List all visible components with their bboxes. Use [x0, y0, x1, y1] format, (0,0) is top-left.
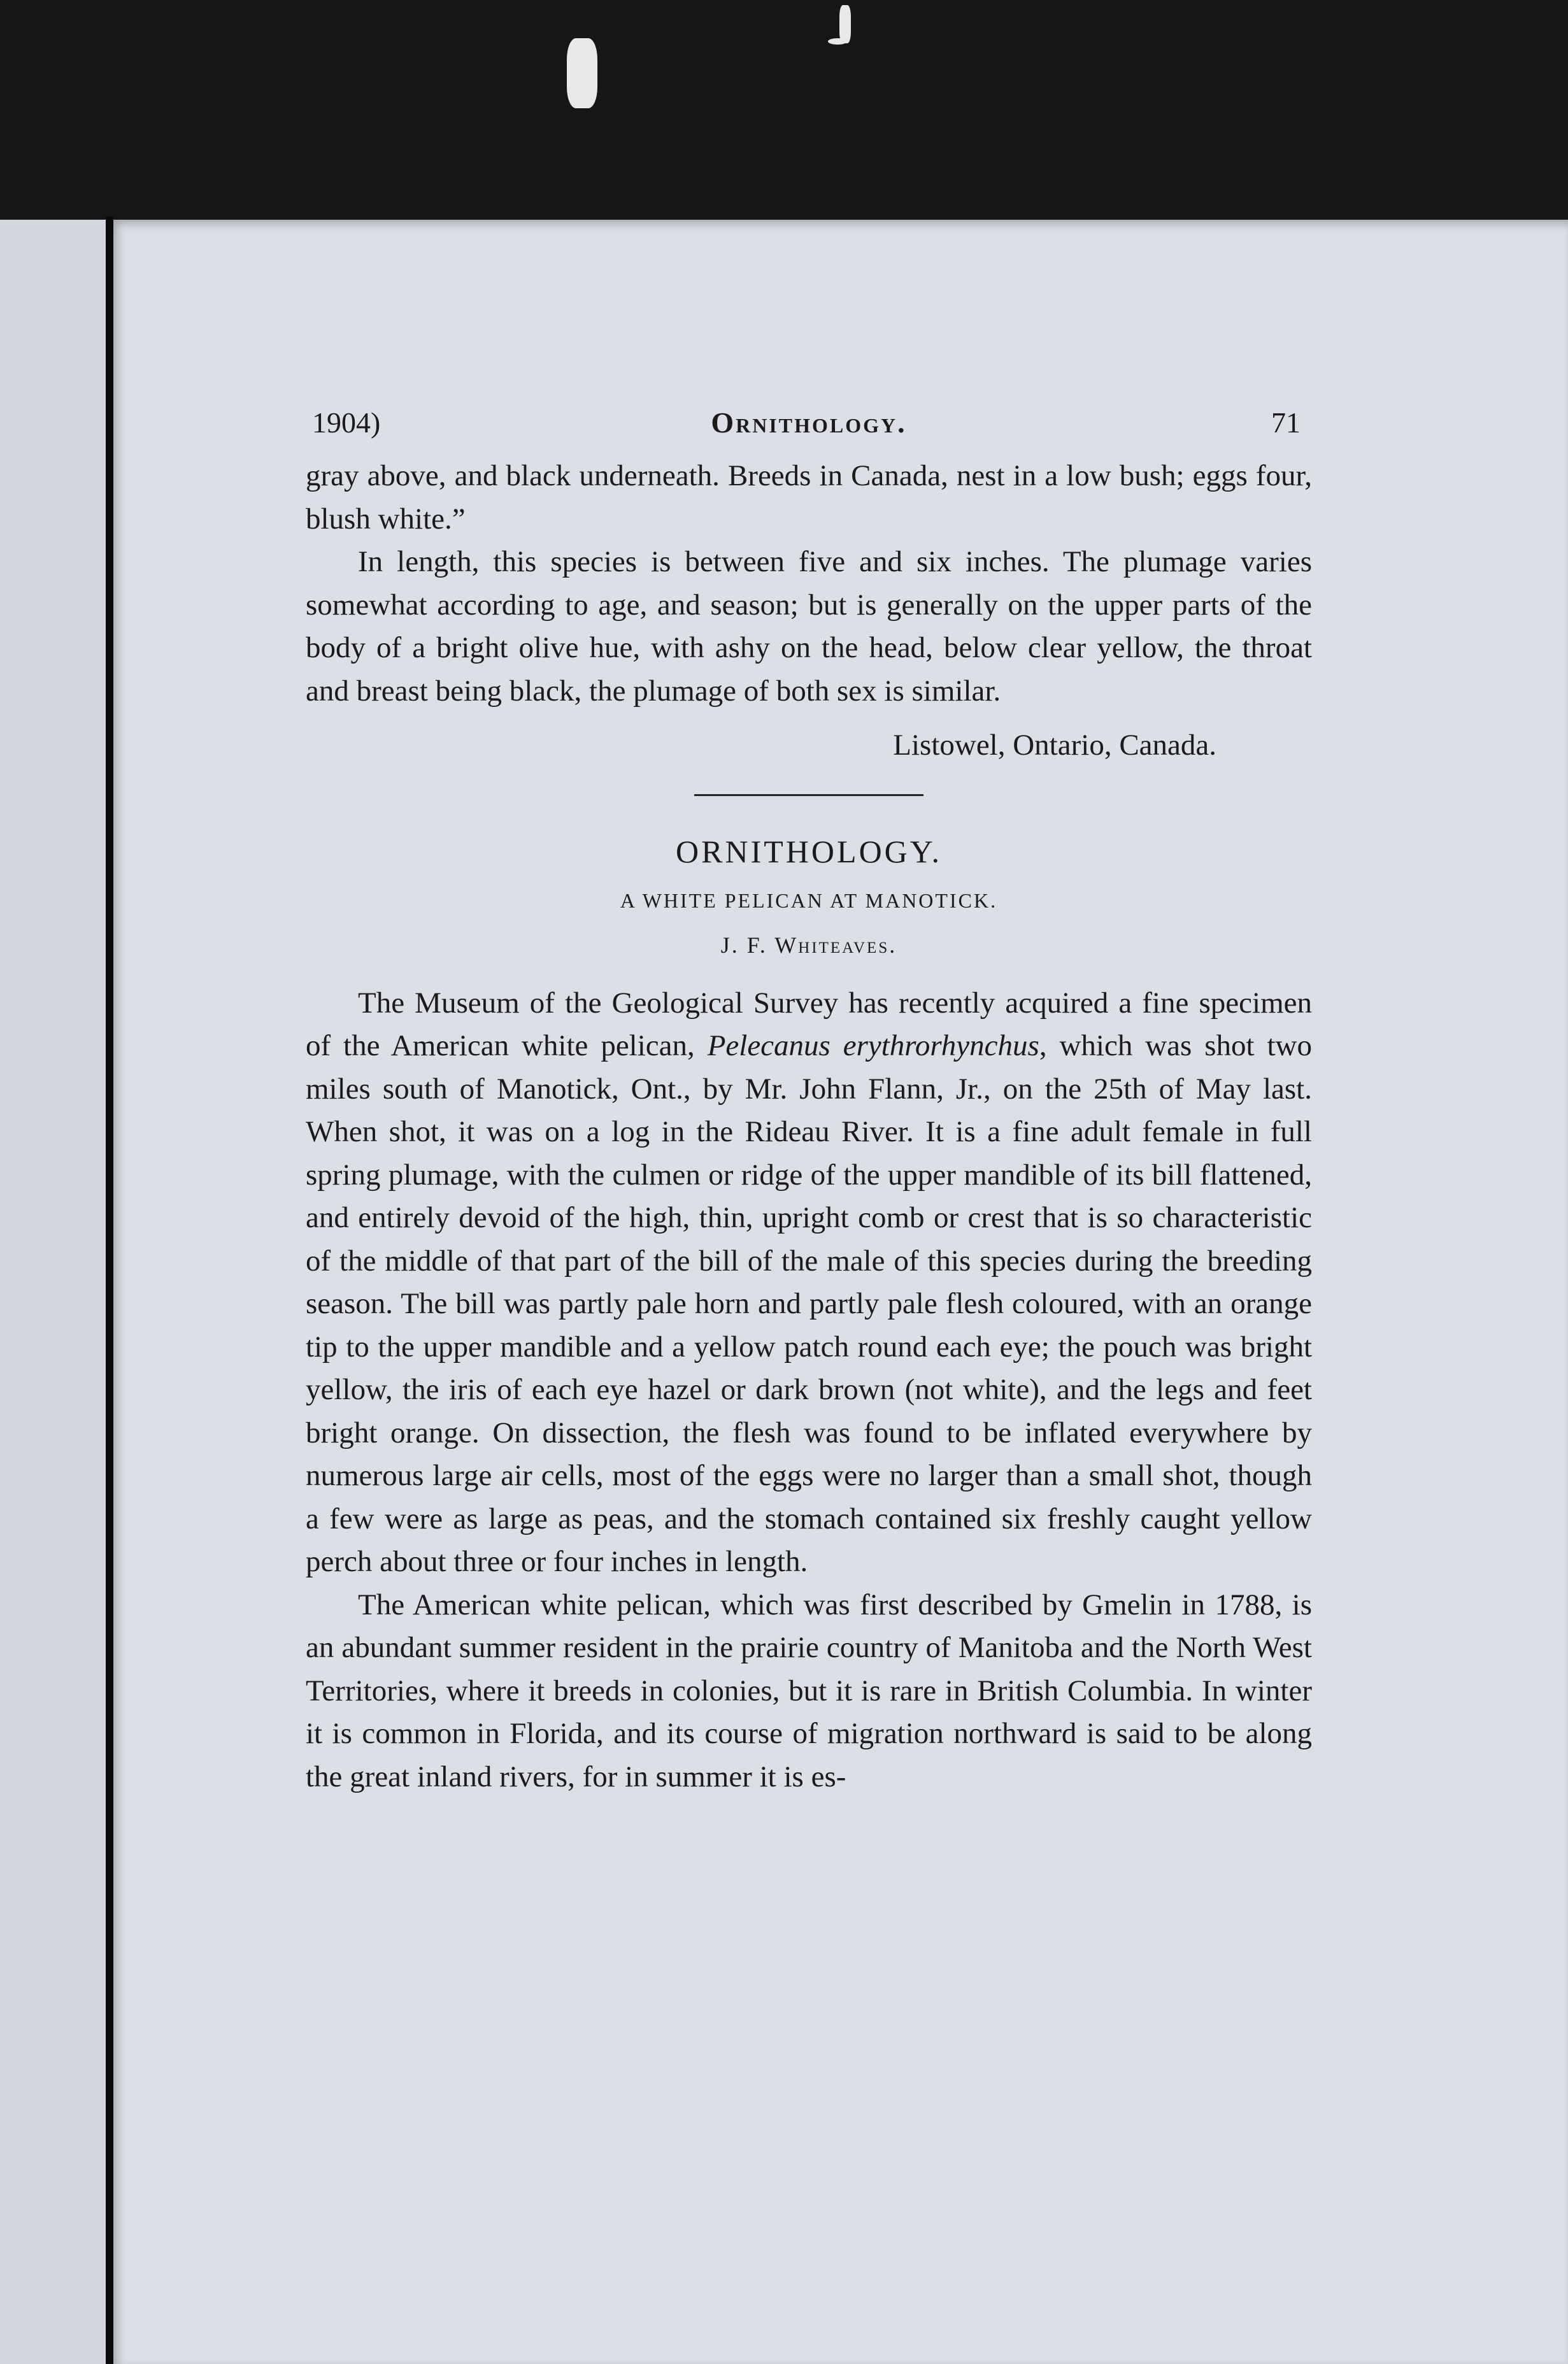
article-paragraph-1	[306, 982, 1312, 1584]
scan-background	[0, 0, 1568, 220]
scan-speck	[828, 38, 847, 45]
article-title: A WHITE PELICAN AT MANOTICK.	[620, 888, 998, 912]
author-location: Listowel, Ontario, Canada.	[893, 729, 1216, 762]
page-content	[306, 395, 1312, 1798]
scan-speck	[839, 5, 851, 43]
running-head-section: Ornithology.	[711, 406, 907, 439]
continued-paragraph-2: In length, this species is between five and six inches. The plumage varies somewhat according to age, and season; but is generally on the upper parts of the body of a bright olive hue, with ashy on the head, below clear yellow, the throat and breast being black, the plumage of both sex is similar.	[306, 545, 1312, 708]
page-gutter	[0, 220, 106, 2364]
section-title: ORNITHOLOGY.	[676, 833, 942, 869]
paragraph-text: The Museum of the Geological Survey has recently acquired a fine specimen of the American white pelican,	[306, 986, 1312, 1062]
running-head-year: 1904)	[312, 406, 381, 439]
article-paragraph-2: The American white pelican, which was first described by Gmelin in 1788, is an abundant summer resident in the prairie country of Manitoba and the North West Territories, where it breeds in colonies, but it is rare in British Columbia. In winter it is common in Florida, and its course of migration northward is said to be along the great inland rivers, for in summer it is es-	[306, 1588, 1312, 1793]
page-number: 71	[1271, 406, 1301, 439]
book-spine	[106, 217, 113, 2364]
scan-speck	[567, 38, 597, 108]
section-divider	[694, 794, 923, 796]
paragraph-text: , which was shot two miles south of Manotick, Ont., by Mr. John Flann, Jr., on the 25th of May last. When shot, it was on a log in the Rideau River. It is a fine adult female in full spring plumage, with the culmen or ridge of the upper mandible of its bill flattened, and entirely devoid of the high, thin, upright comb or crest that is so characteristic of the middle of that part of the bill of the male of this species during the breeding season. The bill was partly pale horn and partly pale flesh coloured, with an orange tip to the upper mandible and a yellow patch round each eye; the pouch was bright yellow, the iris of each eye hazel or dark brown (not white), and the legs and feet bright orange. On dissection, the flesh was found to be inflated everywhere by numerous large air cells, most of the eggs were no larger than a small shot, though a few were as large as peas, and the stomach contained six freshly caught yellow perch about three or four inches in length.	[306, 1029, 1312, 1578]
continued-paragraph: gray above, and black underneath. Breeds in Canada, nest in a low bush; eggs four, blush white.”	[306, 459, 1312, 536]
running-head	[306, 395, 1312, 439]
article-byline: J. F. Whiteaves.	[720, 932, 897, 958]
species-name: Pelecanus erythrorhynchus	[707, 1029, 1039, 1062]
